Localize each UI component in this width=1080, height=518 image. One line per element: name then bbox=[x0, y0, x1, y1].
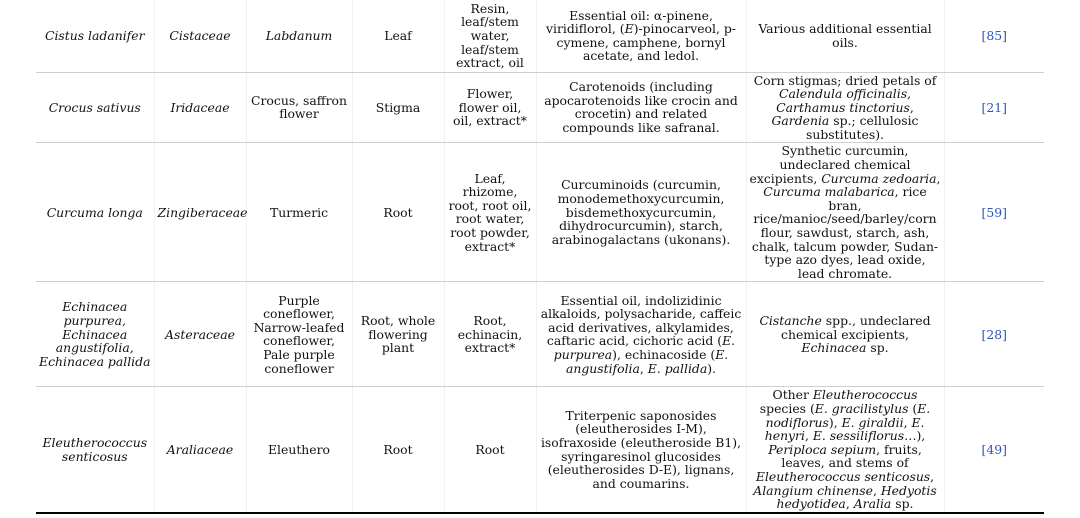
compounds-cell: Essential oil, indolizidinic alkaloids, polysacharide, caffeic acid derivatives, alkylamides, caftaric acid, cichoric acid (E. purpurea), echinacoside (E. angustifolia, E. pallida). bbox=[536, 282, 746, 387]
adulterants-cell: Corn stigmas; dried petals of Calendula officinalis, Carthamus tinctorius, Gardenia sp.; cellulosic substitutes). bbox=[746, 72, 944, 143]
table-row bbox=[36, 387, 1044, 513]
plant-part-cell: Leaf bbox=[352, 0, 444, 72]
species-cell: Crocus sativus bbox=[36, 72, 154, 143]
table-row bbox=[36, 143, 1044, 282]
species-cell: Curcuma longa bbox=[36, 143, 154, 282]
family-cell: Zingiberaceae bbox=[154, 143, 246, 282]
plant-part-cell: Root bbox=[352, 143, 444, 282]
adulterants-cell: Other Eleutherococcus species (E. gracilistylus (E. nodiflorus), E. giraldii, E. henyri, E. sessiliflorus…), Periploca sepium, fruits, leaves, and stems of Eleutherococcus senticosus, Alangium chinense, Hedyotis hedyotidea, Aralia sp. bbox=[746, 387, 944, 513]
plant-part-cell: Root bbox=[352, 387, 444, 513]
reference-link[interactable]: [59] bbox=[944, 143, 1044, 282]
plant-part-cell: Root, whole flowering plant bbox=[352, 282, 444, 387]
form-cell: Root, echinacin, extract* bbox=[444, 282, 536, 387]
family-cell: Araliaceae bbox=[154, 387, 246, 513]
common-name-cell: Eleuthero bbox=[246, 387, 352, 513]
reference-link[interactable]: [85] bbox=[944, 0, 1044, 72]
species-cell: Cistus ladanifer bbox=[36, 0, 154, 72]
table-row bbox=[36, 72, 1044, 143]
common-name-cell: Labdanum bbox=[246, 0, 352, 72]
species-cell: Eleutherococcus senticosus bbox=[36, 387, 154, 513]
compounds-cell: Curcuminoids (curcumin, monodemethoxycurcumin, bisdemethoxycurcumin, dihydrocurcumin), starch, arabinogalactans (ukonans). bbox=[536, 143, 746, 282]
common-name-cell: Turmeric bbox=[246, 143, 352, 282]
plant-part-cell: Stigma bbox=[352, 72, 444, 143]
adulterants-cell: Various additional essential oils. bbox=[746, 0, 944, 72]
adulterants-cell: Cistanche spp., undeclared chemical excipients, Echinacea sp. bbox=[746, 282, 944, 387]
common-name-cell: Crocus, saffron flower bbox=[246, 72, 352, 143]
compounds-cell: Carotenoids (including apocarotenoids like crocin and crocetin) and related compounds like safranal. bbox=[536, 72, 746, 143]
family-cell: Iridaceae bbox=[154, 72, 246, 143]
species-cell: Echinacea purpurea, Echinacea angustifolia, Echinacea pallida bbox=[36, 282, 154, 387]
family-cell: Asteraceae bbox=[154, 282, 246, 387]
table-row bbox=[36, 282, 1044, 387]
form-cell: Root bbox=[444, 387, 536, 513]
form-cell: Resin, leaf/stem water, leaf/stem extract, oil bbox=[444, 0, 536, 72]
reference-link[interactable]: [49] bbox=[944, 387, 1044, 513]
reference-link[interactable]: [21] bbox=[944, 72, 1044, 143]
form-cell: Leaf, rhizome, root, root oil, root water, root powder, extract* bbox=[444, 143, 536, 282]
adulterants-cell: Synthetic curcumin, undeclared chemical excipients, Curcuma zedoaria, Curcuma malabarica, rice bran, rice/manioc/seed/barley/corn flour, sawdust, starch, ash, chalk, talcum powder, Sudan-type azo dyes, lead oxide, lead chromate. bbox=[746, 143, 944, 282]
compounds-cell: Triterpenic saponosides (eleutherosides I-M), isofraxoside (eleutheroside B1), syringaresinol glucosides (eleutherosides D-E), lignans, and coumarins. bbox=[536, 387, 746, 513]
form-cell: Flower, flower oil, oil, extract* bbox=[444, 72, 536, 143]
common-name-cell: Purple coneflower, Narrow-leafed coneflower, Pale purple coneflower bbox=[246, 282, 352, 387]
compounds-cell: Essential oil: α-pinene, viridiflorol, (E)-pinocarveol, p-cymene, camphene, bornyl acetate, and ledol. bbox=[536, 0, 746, 72]
herbal-adulteration-table bbox=[36, 0, 1044, 514]
table-row bbox=[36, 0, 1044, 72]
reference-link[interactable]: [28] bbox=[944, 282, 1044, 387]
family-cell: Cistaceae bbox=[154, 0, 246, 72]
